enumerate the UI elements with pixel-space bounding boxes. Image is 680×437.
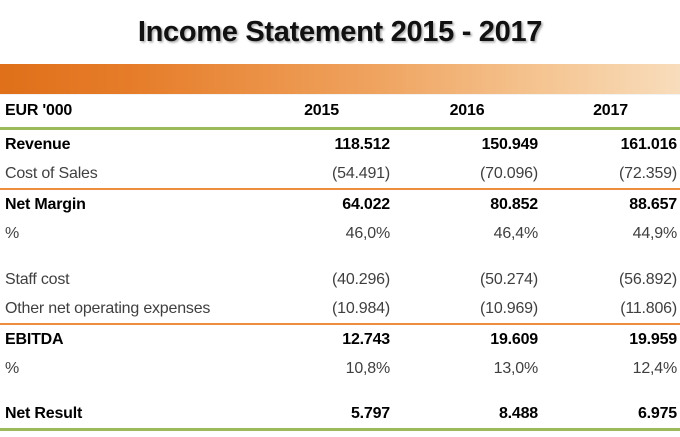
cell-2015: (40.296) (332, 270, 390, 288)
orange-gradient-bar (0, 64, 680, 95)
cell-2017: 6.975 (637, 404, 677, 422)
cell-2015: 64.022 (342, 195, 390, 213)
cell-2016: (70.096) (480, 164, 538, 182)
year-header-2017: 2017 (593, 102, 628, 119)
row-label: Revenue (5, 135, 71, 153)
table-row-other-expenses (0, 294, 680, 325)
cell-2016: (10.969) (480, 299, 538, 317)
table-row-net-result (0, 399, 680, 431)
unit-label: EUR '000 (5, 102, 73, 119)
cell-2015: 46,0% (345, 224, 390, 242)
table-row-cost-of-sales (0, 159, 680, 190)
page-title: Income Statement 2015 - 2017 (137, 15, 543, 48)
cell-2015: 5.797 (350, 404, 390, 422)
year-header-2015: 2015 (304, 102, 339, 119)
cell-2016: 19.609 (490, 330, 538, 348)
cell-2016: 8.488 (498, 404, 538, 422)
row-label: % (5, 224, 20, 242)
cell-2017: 44,9% (632, 224, 677, 242)
row-label: % (5, 359, 20, 377)
row-spacer (0, 383, 680, 399)
row-label: EBITDA (5, 330, 64, 348)
row-label: Net Margin (5, 195, 86, 213)
cell-2015: (10.984) (332, 299, 390, 317)
cell-2017: (11.806) (620, 299, 677, 317)
cell-2016: (50.274) (480, 270, 538, 288)
cell-2017: 12,4% (632, 359, 677, 377)
cell-2016: 46,4% (493, 224, 538, 242)
row-label: Cost of Sales (5, 164, 98, 182)
table-row-ebitda-pct (0, 354, 680, 383)
cell-2017: 161.016 (620, 135, 677, 153)
cell-2015: 12.743 (342, 330, 390, 348)
row-spacer (0, 248, 680, 265)
table-row-net-margin-pct (0, 219, 680, 248)
row-label: Other net operating expenses (5, 299, 211, 317)
cell-2015: 10,8% (345, 359, 390, 377)
year-header-2016: 2016 (449, 102, 485, 119)
cell-2016: 150.949 (481, 135, 538, 153)
row-label: Staff cost (5, 270, 70, 288)
cell-2016: 80.852 (490, 195, 538, 213)
table-row-net-margin (0, 190, 680, 219)
table-row-ebitda (0, 325, 680, 354)
table-row-revenue (0, 130, 680, 159)
table-header-row (0, 95, 680, 130)
row-label: Net Result (5, 404, 83, 422)
table-row-staff-cost (0, 265, 680, 294)
cell-2016: 13,0% (493, 359, 538, 377)
cell-2015: 118.512 (334, 135, 390, 153)
cell-2017: 88.657 (629, 195, 677, 213)
cell-2015: (54.491) (332, 164, 390, 182)
cell-2017: (56.892) (619, 270, 677, 288)
cell-2017: 19.959 (629, 330, 677, 348)
cell-2017: (72.359) (619, 164, 677, 182)
